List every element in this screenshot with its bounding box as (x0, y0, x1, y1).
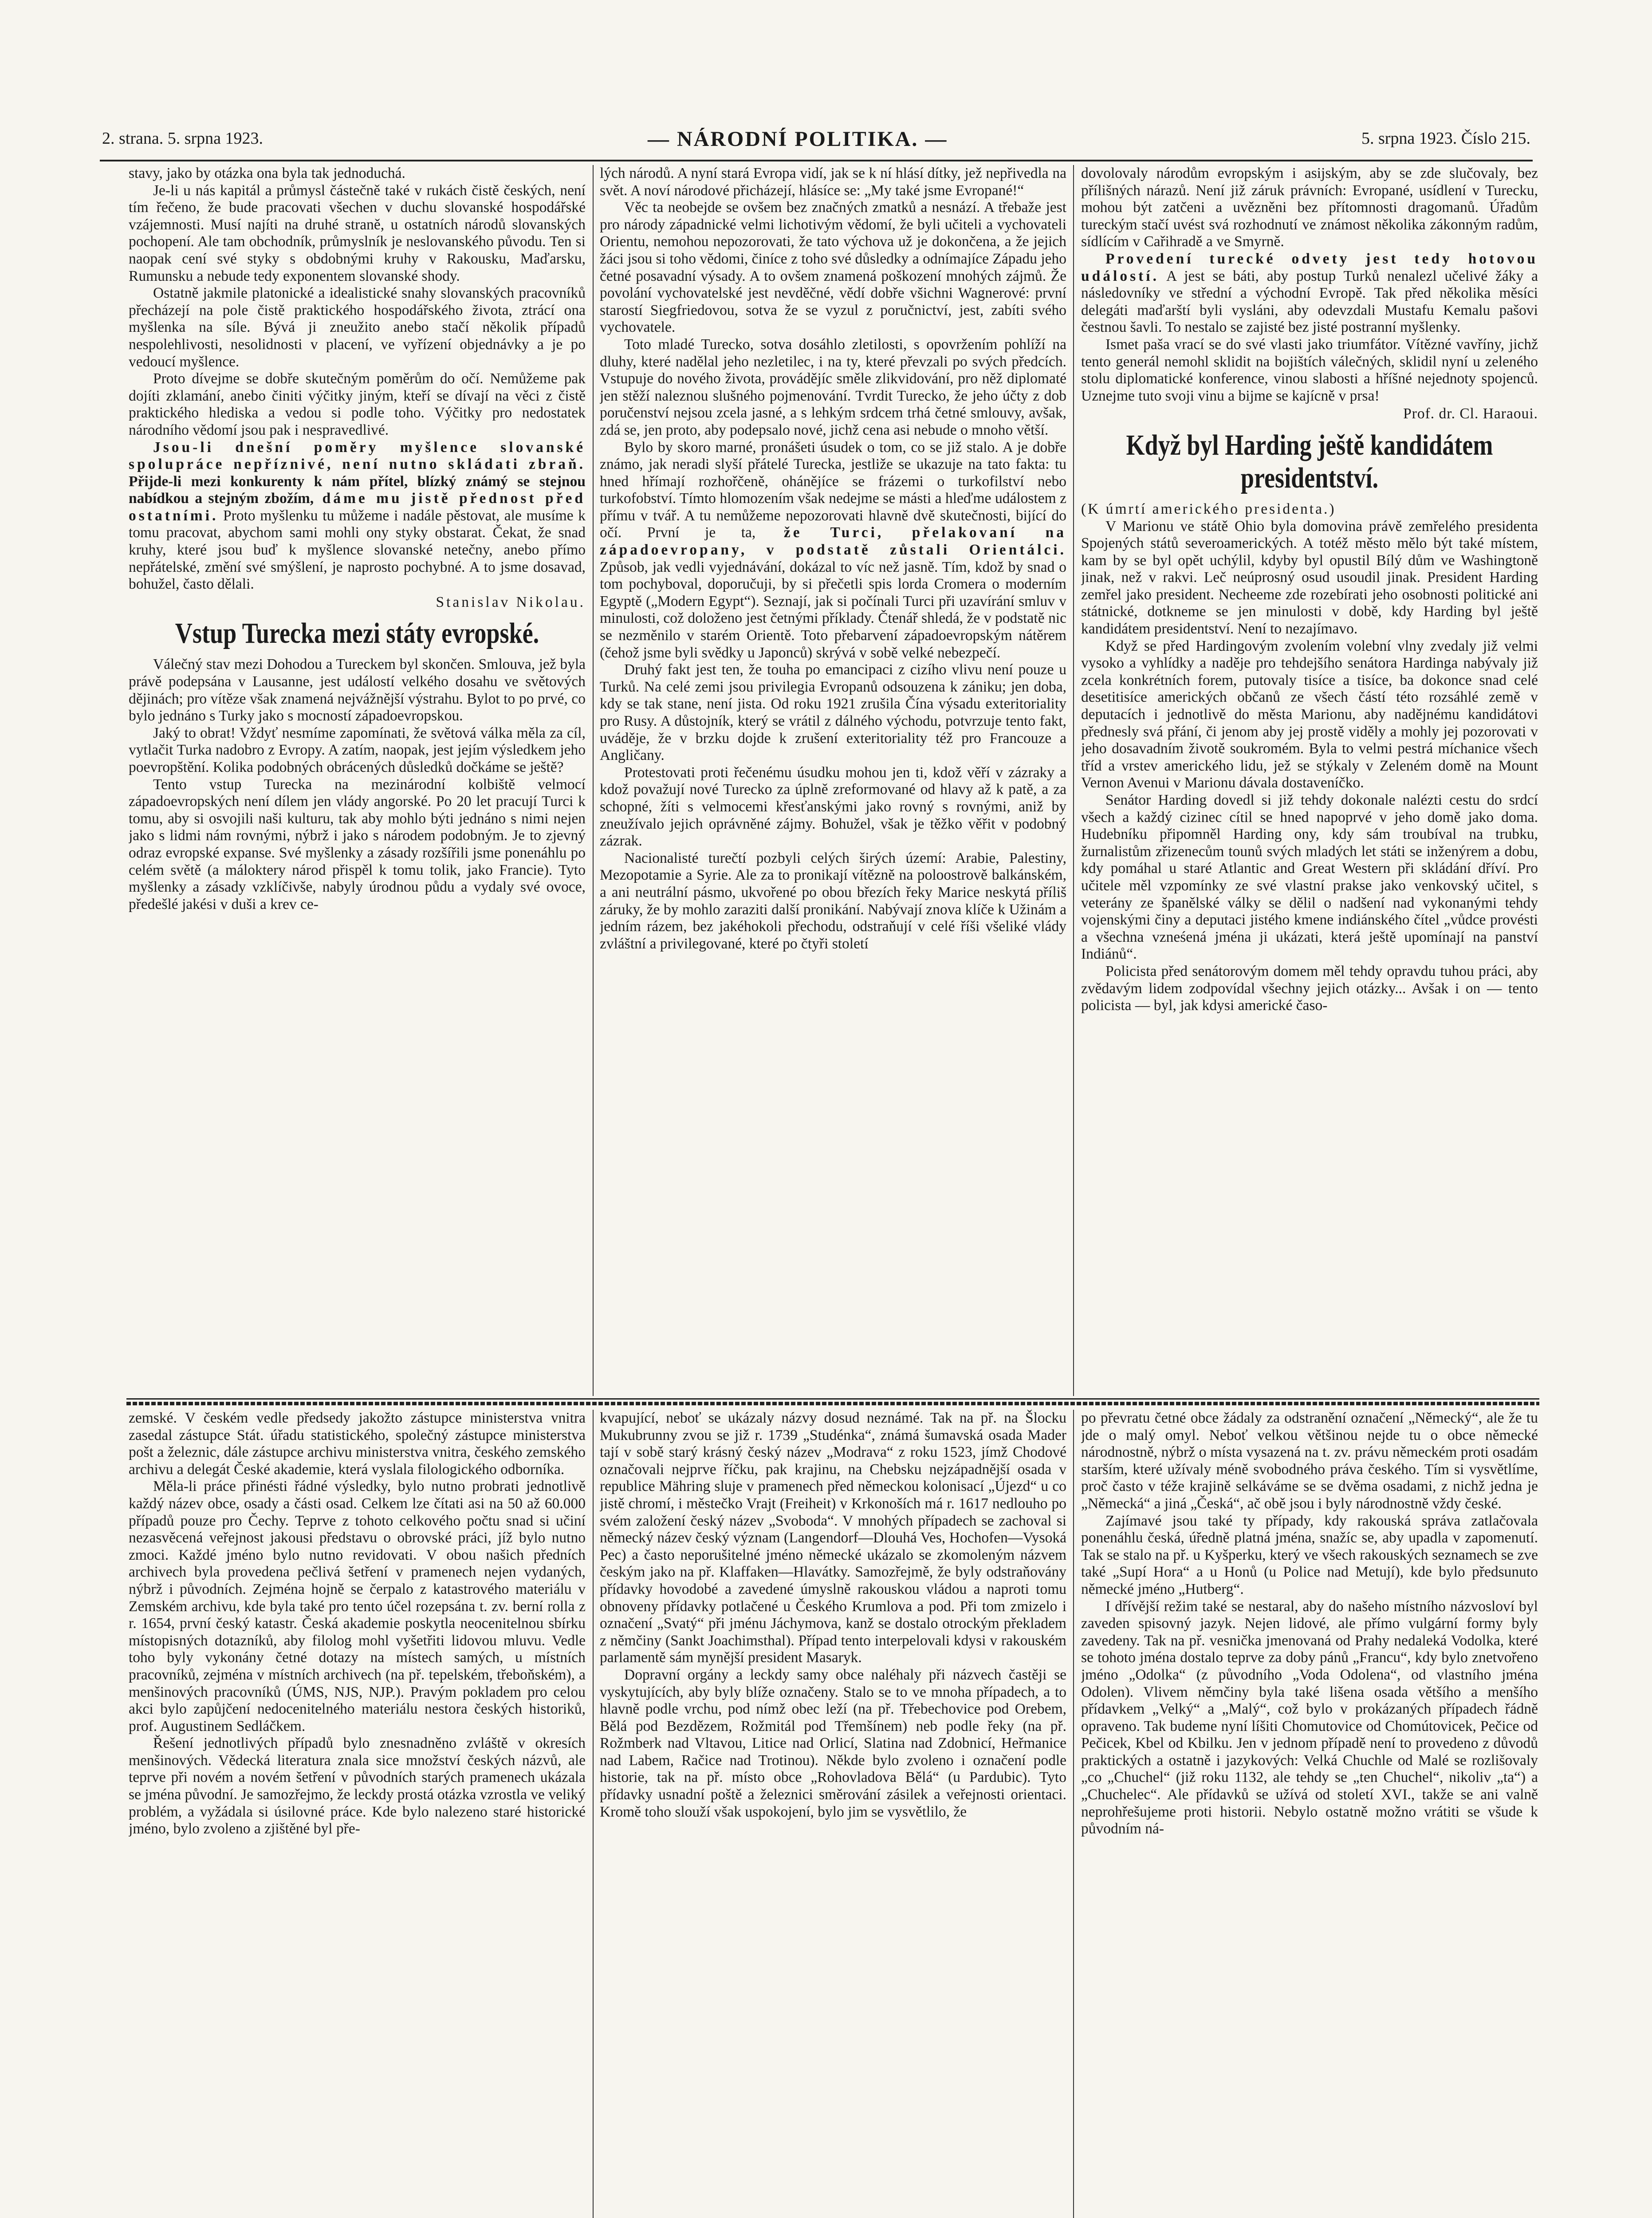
emphasis-text: dáme mu jistě přednost před ostatními. (129, 490, 586, 524)
article-2-text: Válečný stav mezi Dohodou a Tureckem byl skončen. Smlouva, jež byla právě podepsána v Lausanne, jest událostí velkého dosahu ve světových dějinách; pro vítěze však znamená nejvážnější výstrahu. Bylot to po prvé, co bylo jednáno s Turky jako s mocností západoevropskou. (129, 656, 586, 724)
article-1-text (129, 439, 586, 593)
bottom-column-1 (129, 1410, 586, 2218)
article-2-text: Tento vstup Turecka na mezinárodní kolbiště velmocí západoevropských není dílem jen vlády angorské. Po 20 let pracují Turci k tomu, aby si osvojili naši kulturu, tak aby mohlo býti jednáno s nimi nejen jako s lidmi nám rovnými, nýbrž i jako s národem podobným. Je to zjevný odraz evropské expanse. Své myšlenky a zásady rozšířili jsme ponenáhlu po celém světě (a máloktery národ přispěl k tomu tolik, jako Francie). Tyto myšlenky a zásady vzklíčivše, nabyly úrodnou půdu a vydaly své ovoce, předešlé jakési v duši a krev ce- (129, 776, 586, 912)
emphasis-text: že Turci, přelakovaní na západoevropany, v podstatě zůstali Orientálci. (600, 524, 1066, 558)
headline-harding: Když byl Harding ještě kandidátem presidentství. (1126, 429, 1493, 494)
article-1-text: Ostatně jakmile platonické a idealistické snahy slovanských pracovníků přecházejí na pole čistě praktického hospodářského života, ztrácí ona myšlenka na síle. Bývá ji zneužito anebo stačí několik případů nespolehlivosti, nesolidnosti v placení, ve vyřízení objednávky a je po vedoucí myšlence. (129, 285, 586, 370)
author-signature: Stanislav Nikolau. (436, 594, 586, 610)
article-2-text: Jaký to obrat! Vždyť nesmíme zapomínati, že světová válka měla za cíl, vytlačit Turka nadobro z Evropy. A zatím, naopak, jest jejím výsledkem jeho poevropštění. Kolika podobných obrácených důsledků dočkáme se ještě? (129, 724, 586, 775)
article-2-text: lých národů. A nyní stará Evropa vidí, jak se k ní hlásí dítky, jež nepřivedla na svět. A noví národové přicházejí, hlásíce se: „My také jsme Evropané!“ (600, 165, 1066, 199)
header-rule (100, 160, 1533, 161)
column-1 (129, 165, 586, 1396)
article-2-text: Bylo by skoro marné, pronášeti úsudek o tom, co se již stalo. A je dobře známo, jak neradi slyší přátelé Turecka, jestliže se ukazuje na tato fakta: tu hned hřímají rozhořčeně, ohánějíce se frázemi o turkofilství nebo turkofobství. Tímto hlomozením však nedejme se másti a hleďme událostem z přímu v tvář. A tu nemůžeme nepozorovati hlavně dvě skutečnosti, bijící do očí. První je ta, (600, 439, 1066, 541)
column-3 (1081, 165, 1538, 1396)
article-2-text: A jest se báti, aby postup Turků nenalezl učelivé žáky a následovníky ve střední a východní Evropě. Tak před několika měsíci delegáti maďarští byli vysláni, aby odevzdali Mustafu Kemalu pašovi čestnou šavli. To nestalo se zajisté bez jisté postranní myšlenky. (1081, 267, 1538, 336)
article-2-text (1081, 251, 1538, 336)
emphasis-text: Jsou-li dnešní poměry myšlence slovanské spolupráce nepříznivé, není nutno skládati zbraň. (129, 439, 586, 473)
article-2-text (600, 439, 1066, 662)
bottom-column-2 (600, 1410, 1066, 2218)
article-2-text: Způsob, jak vedli vyjednávání, dokázal to víc než jasně. Tím, kdož by snad o tom pochyboval, doporučuji, by si přečetli spis lorda Cromera o moderním Egyptě („Modern Egypt“). Seznají, jak si počínali Turci při uzavírání smluv v minulosti, což doloženo jest četnými příklady. Čtenář shledá, že v podstatě nic se nezměnilo v starém Orientě. Toto přebarvení západoevropským nátěrem (čehož jsme byli svědky u Japonců) skrývá v sobě velké nebezpečí. (600, 558, 1066, 661)
feuilleton-text: I dřívější režim také se nestaral, aby do našeho místního názvosloví byl zaveden spisovný jazyk. Nejen lidové, ale přímo vulgární formy byly zavedeny. Tak na př. vesnička jmenovaná od Prahy nedaleká Vodolka, které se tohoto jména dostalo teprve za doby pánů „Francu“, kdy bylo znetvořeno jméno „Odolka“ (z původního „Voda Odolena“, od vlastního jména Odolen). Vlivem němčiny byla také lišena osada většího a menšího přídavkem „Velký“ a „Malý“, což bylo v prokázaných případech řádně opraveno. Tak budeme nyní líšiti Chomutovice od Chomútovicek, Pečice od Pečicek, Kbel od Kbilku. Jen v jednom případě není to provedeno z důvodů praktických a ostatně i jazykových: Velká Chuchle od Malé se rozlišovaly „co „Chuchel“ (již roku 1132, ale tehdy se „ten Chuchel“, nikoliv „ta“) a „Chuchelec“. Ale přídavků se užívá od století XVI., takže se ani valně neprohřešujeme proti historii. Nebylo ostatně možno vrátiti se všude k původním ná- (1081, 1598, 1538, 1837)
column-divider (593, 165, 594, 1396)
article-3-text: Když se před Hardingovým zvolením volební vlny zvedaly již velmi vysoko a vyhlídky a naděje pro tehdejšího senátora Hardinga nabývaly již zcela konkrétních forem, putovaly tisíce a tisíce, ba dokonce snad celé desetitisíce amerických občanů ze všech částí této rozsáhlé země v deputacích i jednotlivě do města Marionu, aby nadějnému kandidátovi přednesly svá přání, či jenom aby jej prostě viděly a mohly jej pozorovati v jeho dosavadním životě soukromém. Byla to velmi pestrá míchanice všech tříd a vrstev amerického lidu, jež se stýkaly v Zeleném domě na Mount Vernon Avenui v Marionu dávala dostaveníčko. (1081, 637, 1538, 791)
column-divider (593, 1410, 594, 2218)
article-2-text: Druhý fakt jest ten, že touha po emancipaci z cizího vlivu není pouze u Turků. Na celé zemi jsou privilegia Evropanů odsouzena k zániku; jen doba, kdy se tak stane, není jista. Od roku 1921 zrušila Čína výsadu exteritoriality pro Rusy. A důstojník, který se vrátil z dálného východu, potvrzuje tento fakt, uváděje, že v brzku dojde k zrušení exteritoriality též pro Francouze a Angličany. (600, 661, 1066, 764)
article-2-text: Ismet paša vrací se do své vlasti jako triumfátor. Vítězné vavříny, jichž tento generál nemohl sklidit na bojištích válečných, sklidil nyní u zeleného stolu diplomatické konference, vinou slabosti a hříšné nejednoty spojenců. Uznejme tuto svoji vinu a bijme se kajícně v prsa! (1081, 336, 1538, 404)
feuilleton-rule-dashed (126, 1402, 1539, 1405)
feuilleton-text: Řešení jednotlivých případů bylo znesnadněno zvláště v okresích menšinových. Vědecká literatura znala sice množství českých názvů, ale teprve při novém a novém šetření v původních starých pramenech ukázala se jména původní. Je samozřejmo, že leckdy prostá otázka vzrostla ve veliký problém, a vyžádala si úsilovné práce. Kde bylo nalezeno staré historické jméno, bylo zvoleno a zjištěné byl pře- (129, 1735, 586, 1837)
feuilleton-text: po převratu četné obce žádaly za odstranění označení „Německý“, ale že tu jde o malý omyl. Neboť velkou většinou nejde tu o obce německé národnostně, nýbrž o místa vysazená na t. zv. právu německém proti osadám starším, které užívaly méně svobodného práva českého. Tím si vysvětlíme, proč často v téže krajině selkáváme se se dvěma osadami, z nichž jedna je „Německá“ a jiná „Česká“, ač obě jsou i byly národnostně vždy české. (1081, 1410, 1538, 1512)
article-3-text: Policista před senátorovým domem měl tehdy opravdu tuhou práci, aby zvědavým lidem zodpovídal všechny jejich otázky... Avšak i on — tento policista — byl, jak kdysi americké časo- (1081, 963, 1538, 1014)
feuilleton-text: Zajímavé jsou také ty případy, kdy rakouská správa zatlačovala ponenáhlu česká, úředně platná jména, snažíc se, aby upadla v zapomenutí. Tak se stalo na př. u Kyšperku, který ve všech rakouských seznamech se zve také „Supí Hora“ a u Honů (u Police nad Metují), kde bylo předsunuto německé jméno „Hutberg“. (1081, 1512, 1538, 1597)
bottom-column-3 (1081, 1410, 1538, 2218)
author-signature: Prof. dr. Cl. Haraoui. (1403, 405, 1538, 422)
article-2-text: Nacionalisté turečtí pozbyli celých širých území: Arabie, Palestiny, Mezopotamie a Syrie. Ale za to pronikají vítězně na poloostrově balkánském, a ani neutrální pásmo, ukvořené po obou březích řeky Marice neskytá příliš záruky, že by mohlo zaraziti další pronikání. Nabývají znova klíče k Užinám a jedním rázem, bez jakéhokoli přechodu, odstraňují v celé říši všeliké vlády zvláštní a privilegované, které po čtyři století (600, 849, 1066, 952)
page-header (102, 129, 1530, 155)
emphasis-text: Provedení turecké odvety jest tedy hotovou událostí. (1081, 250, 1538, 284)
header-left: 2. strana. 5. srpna 1923. (102, 129, 264, 148)
feuilleton-text: Měla-li práce přinésti řádné výsledky, bylo nutno probrati jednotlivě každý název obce, osady a části osad. Celkem lze čítati asi na 50 až 60.000 případů pouze pro Čechy. Teprve z tohoto celkového počtu snad si učiní nezasvěcená veřejnost jakousi představu o obrovské práci, jíž bylo nutno zmoci. Každé jméno bylo nutno revidovati. V obou našich předních archivech byla provedena pečlivá šetření v pramenech nejen vydaných, nýbrž i původních. Zejména hojně se čerpalo z katastrového materiálu v Zemském archivu, kde byla také pro tento účel rozepsána t. zv. berní rolla z r. 1654, první český katastr. Česká akademie poskytla neocenitelnou sbírku místopisných dotazníků, aby filolog mohl vyšetřiti lidovou mluvu. Vedle toho byly vykonány četné dotazy na místech samých, u místních pracovníků, zejména v místních archivech (na př. tepelském, třeboňském), a menšinových pracovníků (ÚMS, NJS, NJP.). Pravým pokladem pro celou akci bylo zapůjčení nedocenitelného materiálu nestora českých historiků, prof. Augustinem Sedláčkem. (129, 1478, 586, 1734)
header-masthead: — NÁRODNÍ POLITIKA. — (648, 127, 948, 151)
article-2-text: Věc ta neobejde se ovšem bez značných zmatků a nesnází. A třebaže jest pro národy západnické velmi lichotivým vědomí, že byli učiteli a vychovateli Orientu, nemohou nepozorovati, že tato výchova už je dokončena, a že jejich žáci jsou si toho vědomi, činíce z toho své důsledky a odnímajíce Západu jeho četné posavadní výsady. A to ovšem znamená poškození mnohých zájmů. Že povolání vychovatelské jest nevděčné, vědí dobře všichni Wagnerové: první starostí Siegfriedovou, sotva že se vyzul z poručnictví, jest, zabíti svého vychovatele. (600, 199, 1066, 336)
column-2 (600, 165, 1066, 1396)
article-2-text: Toto mladé Turecko, sotva dosáhlo zletilosti, s opovržením pohlíží na dluhy, které nadělal jeho nezletilec, i na ty, které převzali po svých předcích. Vstupuje do nového života, provádějíc směle zlikvidování, pro něž diplomaté jen stěží naleznou slušného pojmenování. Tvrdit Turecko, že jeho účty z dob poručenství nejsou zcela jasné, a s lehkým srdcem trhá četné smlouvy, avšak, zdá se, jen proto, aby podepsalo nové, jichž cena asi nebude o mnoho větší. (600, 336, 1066, 438)
feuilleton-text: zemské. V českém vedle předsedy jakožto zástupce ministerstva vnitra zasedal zástupce Stát. úřadu statistického, společný zástupce ministerstva pošt a železnic, dále zástupce archivu ministerstva vnitra, českého zemského archivu a delegát České akademie, která vyslala filologického odborníka. (129, 1410, 586, 1478)
column-divider (1073, 165, 1074, 1396)
header-right: 5. srpna 1923. Číslo 215. (1361, 129, 1530, 148)
article-2-text: dovolovaly národům evropským i asijským, aby se zde slučovaly, bez přílišných nárazů. Není již záruk právních: Evropané, usídlení v Turecku, mohou být zatčeni a uvězněni bez přítomnosti dragomanů. Úřadům tureckým stačí uvést svá rozhodnutí ve známost několika zákonným radům, sídlícím v Cařihradě a ve Smyrně. (1081, 165, 1538, 250)
feuilleton-rule (126, 1398, 1539, 1400)
feuilleton-text: Dopravní orgány a leckdy samy obce naléhaly při názvech častěji se vyskytujících, aby byly blíže označeny. Stalo se to ve mnoha případech, a to hlavně podle vrchu, pod nímž obec leží (na př. Třebechovice pod Orebem, Bělá pod Bezdězem, Rožmitál pod Třemšínem) neb podle řeky (na př. Rožmberk nad Vltavou, Litice nad Orlicí, Slatina nad Zdobnicí, Heřmanice nad Labem, Račice nad Trotinou). Někde bylo zvoleno i označení podle historie, tak na př. místo obce „Rohovladova Bělá“ (u Pardubic). Tyto přídavky usnadní poště a železnici směrování zásilek a veřejnosti orientaci. Kromě toho slouží však uspokojení, bylo jim se vysvětlilo, že (600, 1666, 1066, 1820)
feuilleton-text: kvapující, neboť se ukázaly názvy dosud neznámé. Tak na př. na Šlocku Mukubrunny zvou se již r. 1739 „Studénka“, známá šumavská osada Mader tají v sobě starý krásný český název „Modrava“ z roku 1523, jímž Chodové označovali nejprve říčku, pak krajinu, na Chebsku nejzápadnější osada v republice Mähring sluje v pramenech před německou kolonisací „Újezd“ u co jistě chromí, i městečko Vrajt (Freiheit) v Krkonoších má r. 1617 nedlouho po svém založení český název „Svoboda“. V mnohých případech se zachoval si německý název český význam (Langendorf—Dlouhá Ves, Hochofen—Vysoká Pec) a často neporušitelné jméno německé ukázalo se zkomoleným názvem českým jako na př. Klaffaken—Hlavátky. Samozřejmě, že byly odstraňovány přídavky hovodobé a zavedené úmyslně rakouskou vládou a naproti tomu obnoveny přídavky potlačené u Českého Krumlova a pod. Při tom zmizelo i označení „Svatý“ při jménu Jáchymova, kanž se dostalo otrockým překladem z němčiny (Sankt Joachimsthal). Případ tento interpelovali kdysi v rakouském parlamentě sám mynější president Masaryk. (600, 1410, 1066, 1666)
article-3-subtitle: (K úmrtí amerického presidenta.) (1081, 500, 1336, 517)
headline-turkey: Vstup Turecka mezi státy evropské. (175, 617, 539, 650)
article-1-text: Je-li u nás kapitál a průmysl částečně také v rukách čistě českých, není tím řečeno, že bude pracovati všechen v duchu slovanské hospodářské vzájemnosti. Musí najíti na druhé straně, u ostatních národů slovanských pochopení. Ale tam obchodník, průmyslník je neslovanského původu. Ten si naopak cení své styky s obdobnými kruhy v Rakousku, Maďarsku, Rumunsku a nebude tedy exponentem slovanské shody. (129, 182, 586, 284)
column-divider (1073, 1410, 1074, 2218)
article-1-text: Proto dívejme se dobře skutečným poměrům do očí. Nemůžeme pak dojíti zklamání, anebo činiti výčitky jiným, kteří se dívají na věci z čistě praktického hlediska a vedou si podle toho. Výčitky pro nedostatek národního vědomí jsou pak i nespravedlivé. (129, 370, 586, 438)
article-1-text: Proto myšlenku tu můžeme i nadále pěstovat, ale musíme k tomu pracovat, abychom sami mohli ony styky obstarat. Čekat, že snad kruhy, které jsou buď k myšlence slovanské netečny, anebo přímo nepřátelské, změní své smýšlení, je naprosto pochybné. A to jsme dosavad, bohužel, často dělali. (129, 507, 586, 593)
emphasis-text: Přijde-li mezi konkurenty k nám přítel, blízký známý se stejnou nabídkou a stejným zbožím, (129, 473, 586, 507)
article-2-text: Protestovati proti řečenému úsudku mohou jen ti, kdož věří v zázraky a kdož považují nové Turecko za úplně zreformované od hlavy až k patě, a za schopné, žíti s velmocemi křesťanskými jako rovný s rovnými, aniž by zneužívalo jejich oprávněné zájmy. Bohužel, však je těžko věřit v podobný zázrak. (600, 764, 1066, 849)
article-1-text: stavy, jako by otázka ona byla tak jednoduchá. (129, 165, 405, 181)
article-3-text: Senátor Harding dovedl si již tehdy dokonale nalézti cestu do srdcí všech a každý cizinec cítil se hned napoprvé v jeho domě jako doma. Hudebníku připomněl Harding ony, kdy sám troubíval na trubku, žurnalistům zřizenecům tounů svých mladých let státi se inženýrem a dobu, kdy pomáhal u staré Atlantic and Great Western při skládání dříví. Pro učitele měl vzpomínky ze své vlastní prakse jako venkovský učitel, s veterány ze španělské války se dělil o nadšení nad vykonanými tehdy vojenskými činy a deputaci jistého kmene indiánského čítel „vůdce provésti a všechna vzneśená jména ji ukázati, která ještě upomínají na panství Indiánů“. (1081, 792, 1538, 963)
article-3-text: V Marionu ve státě Ohio byla domovina právě zemřelého presidenta Spojených států severoamerických. A totéž město mělo být také místem, kam by se byl opět uchýlil, kdyby byl opustil Bílý dům ve Washingtoně jinak, než v rakvi. Leč neúprosný osud usoudil jinak. President Harding zemřel jako president. Necheeme zde rozebírati jeho osobnosti politické ani státnické, dotkneme se jen minulosti v době, kdy Harding byl ještě kandidátem presidentství. Není to nezajímavo. (1081, 518, 1538, 637)
